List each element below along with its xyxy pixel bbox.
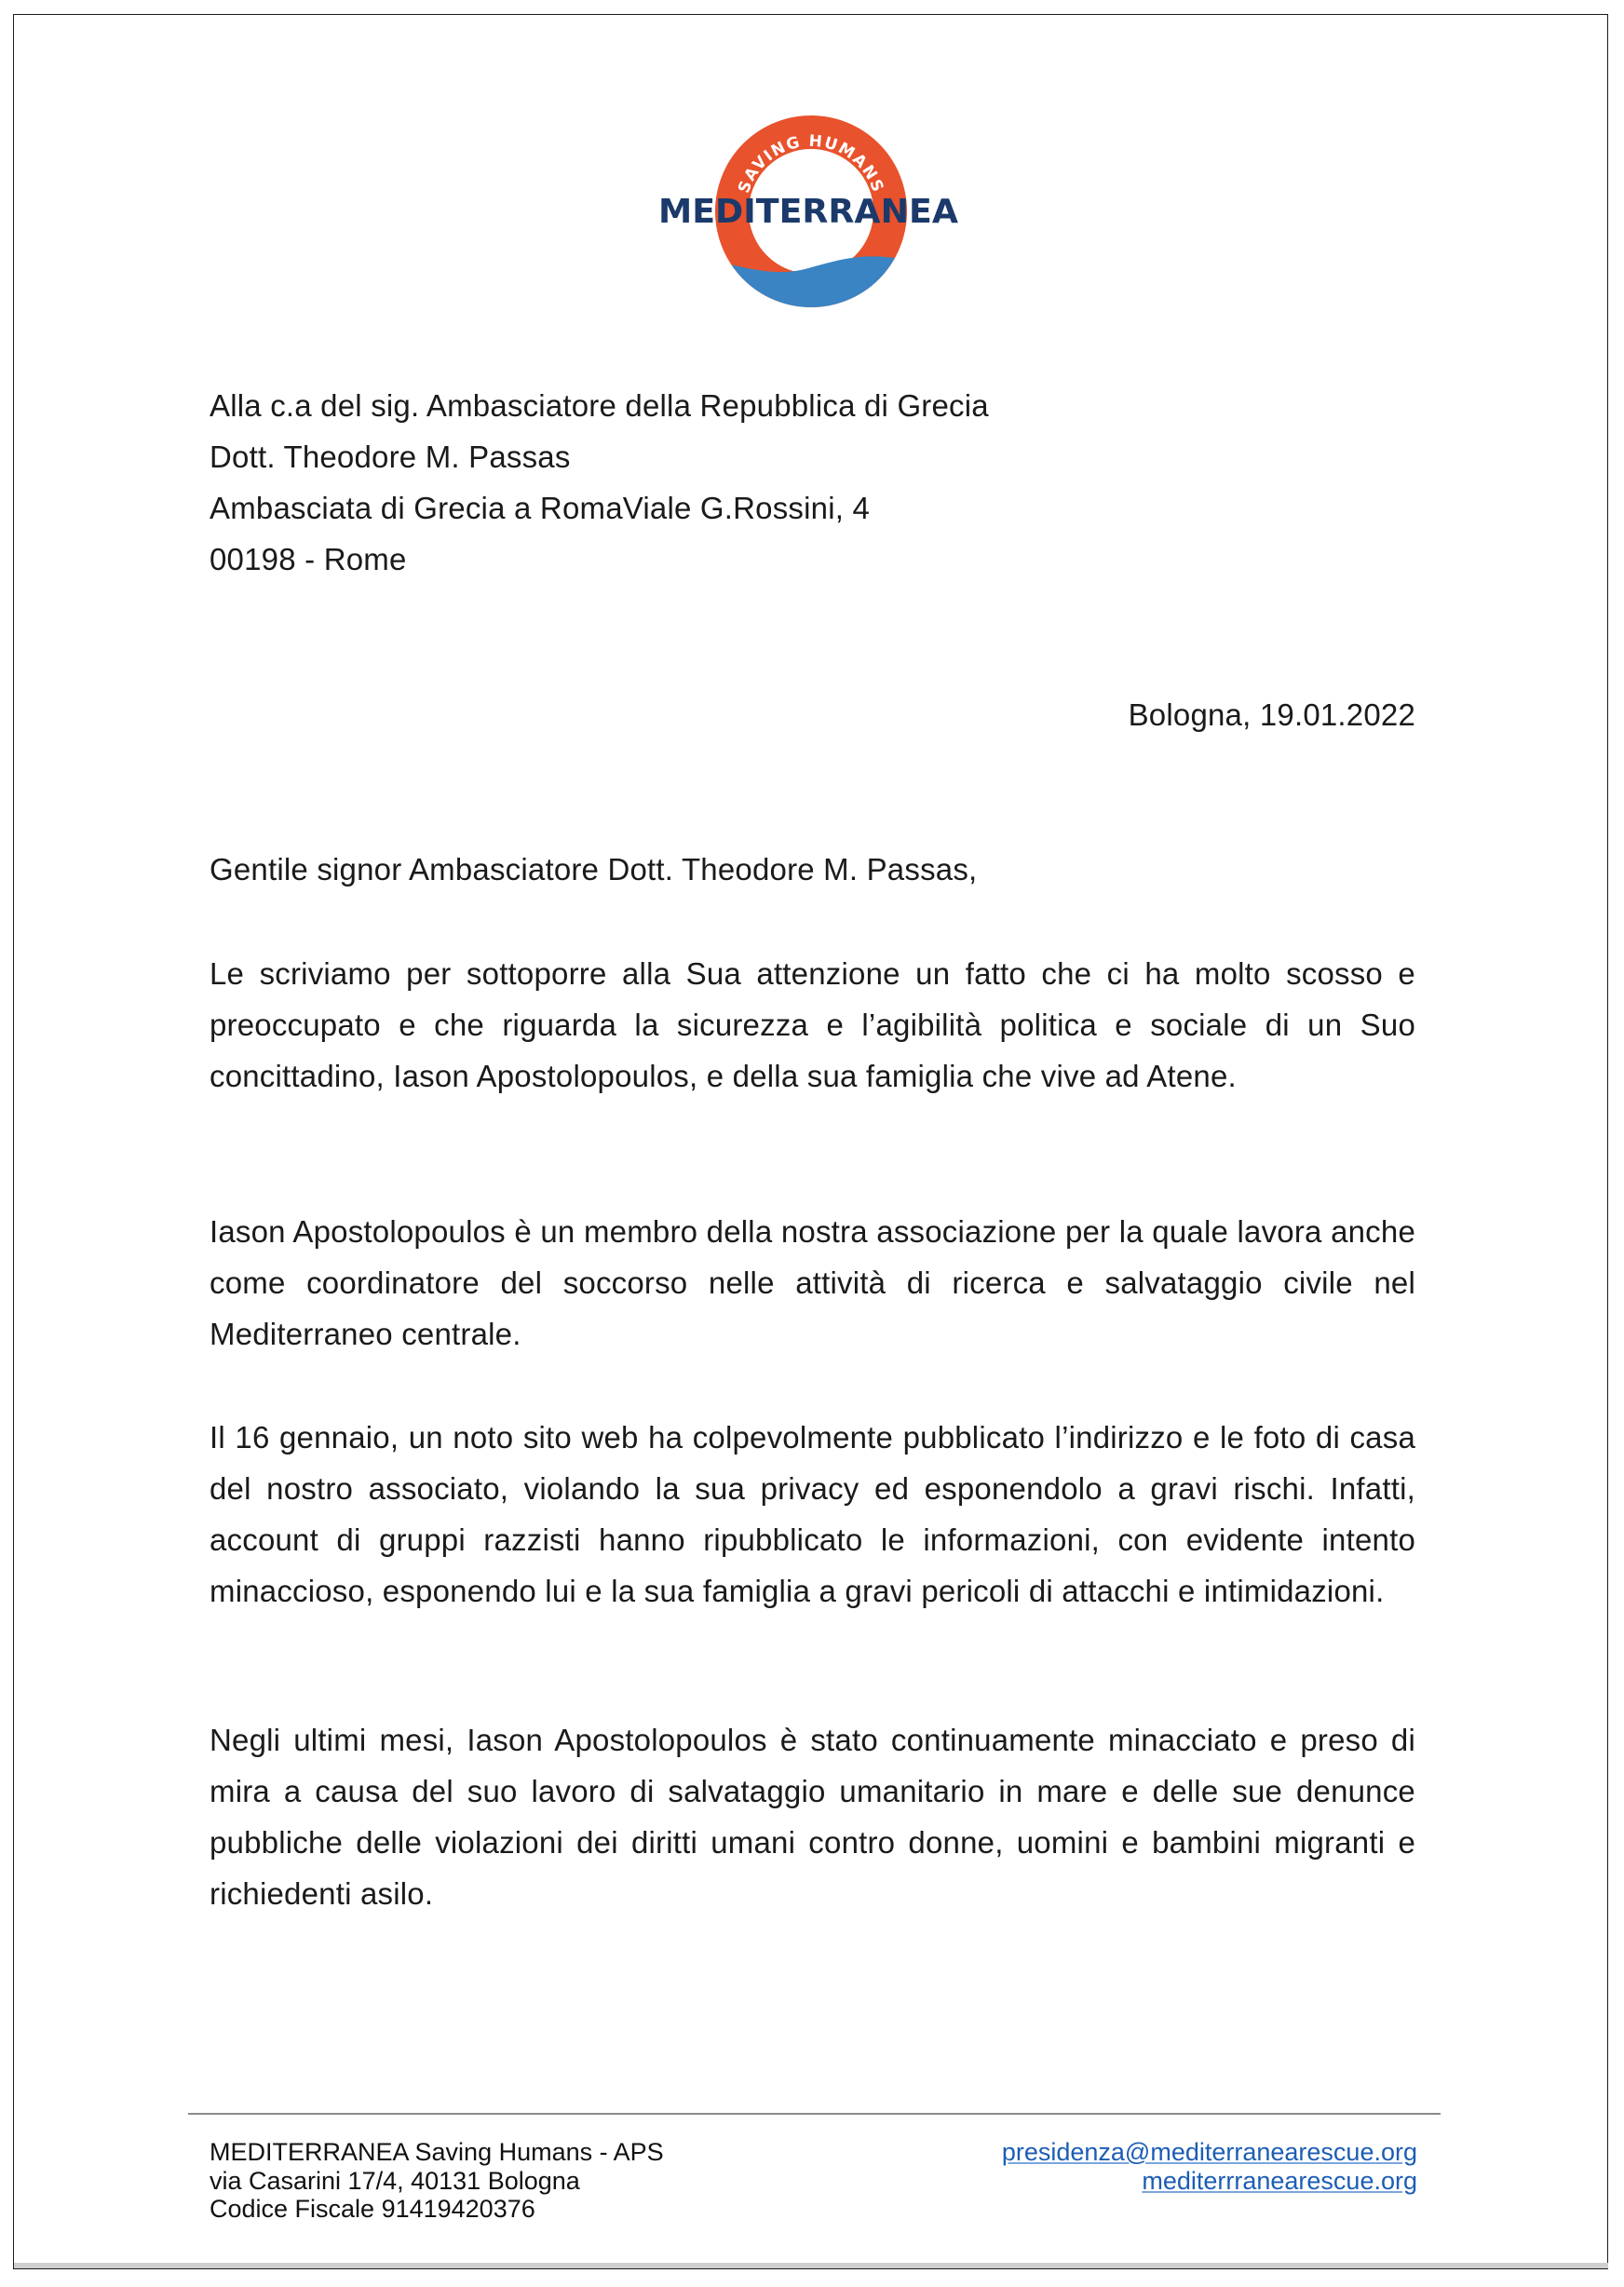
footer-website-link[interactable]: mediterrranearescue.org: [1142, 2166, 1417, 2195]
logo-arc-text: SAVING HUMANS: [735, 131, 887, 196]
recipient-line: 00198 - Rome: [210, 542, 407, 576]
page-shadow: [14, 2263, 1608, 2268]
logo-wordmark: MEDITERRANEA: [658, 193, 959, 231]
recipient-line: Alla c.a del sig. Ambasciatore della Repubblica di Grecia: [210, 388, 989, 423]
mediterranea-logo: [652, 102, 978, 326]
letter-date: Bologna, 19.01.2022: [1128, 697, 1415, 732]
body-paragraph: Il 16 gennaio, un noto sito web ha colpevolmente pubblicato l’indirizzo e le foto di casa del nostro associato, violando la sua privacy ed esponendolo a gravi rischi. Infatti, account di gruppi razzisti hanno ripubblicato le informazioni, con evidente intento minaccioso, esponendo lui e la sua famiglia a gravi pericoli di attacchi e intimidazioni.: [210, 1420, 1415, 1608]
recipient-address: [210, 380, 1415, 585]
body-paragraph: Le scriviamo per sottoporre alla Sua attenzione un fatto che ci ha molto scosso e preoccupato e che riguarda la sicurezza e l’agibilità politica e sociale di un Suo concittadino, Iason Apostolopoulos, e della sua famiglia che vive ad Atene.: [210, 956, 1415, 1093]
footer-organization-info: [210, 2138, 664, 2224]
footer-org-name: MEDITERRANEA Saving Humans - APS: [210, 2138, 664, 2166]
footer-email-link[interactable]: presidenza@mediterranearescue.org: [1001, 2138, 1417, 2166]
sea-wave-icon: [708, 256, 913, 326]
footer-divider: [188, 2113, 1441, 2115]
recipient-line: Dott. Theodore M. Passas: [210, 440, 571, 474]
recipient-line: Ambasciata di Grecia a RomaViale G.Rossini, 4: [210, 491, 871, 525]
salutation: Gentile signor Ambasciatore Dott. Theodore M. Passas,: [210, 852, 978, 886]
body-paragraph: Negli ultimi mesi, Iason Apostolopoulos è stato continuamente minacciato e preso di mira a causa del suo lavoro di salvataggio umanitario in mare e delle sue denunce pubbliche delle violazioni dei diritti umani contro donne, uomini e bambini migranti e richiedenti asilo.: [210, 1723, 1415, 1911]
footer-contacts: [1002, 2138, 1417, 2195]
footer-tax-code: Codice Fiscale 91419420376: [210, 2195, 535, 2223]
body-paragraph: Iason Apostolopoulos è un membro della nostra associazione per la quale lavora anche come coordinatore del soccorso nelle attività di ricerca e salvataggio civile nel Mediterraneo centrale.: [210, 1214, 1415, 1351]
footer-address: via Casarini 17/4, 40131 Bologna: [210, 2166, 580, 2195]
letter-page: [13, 14, 1608, 2269]
